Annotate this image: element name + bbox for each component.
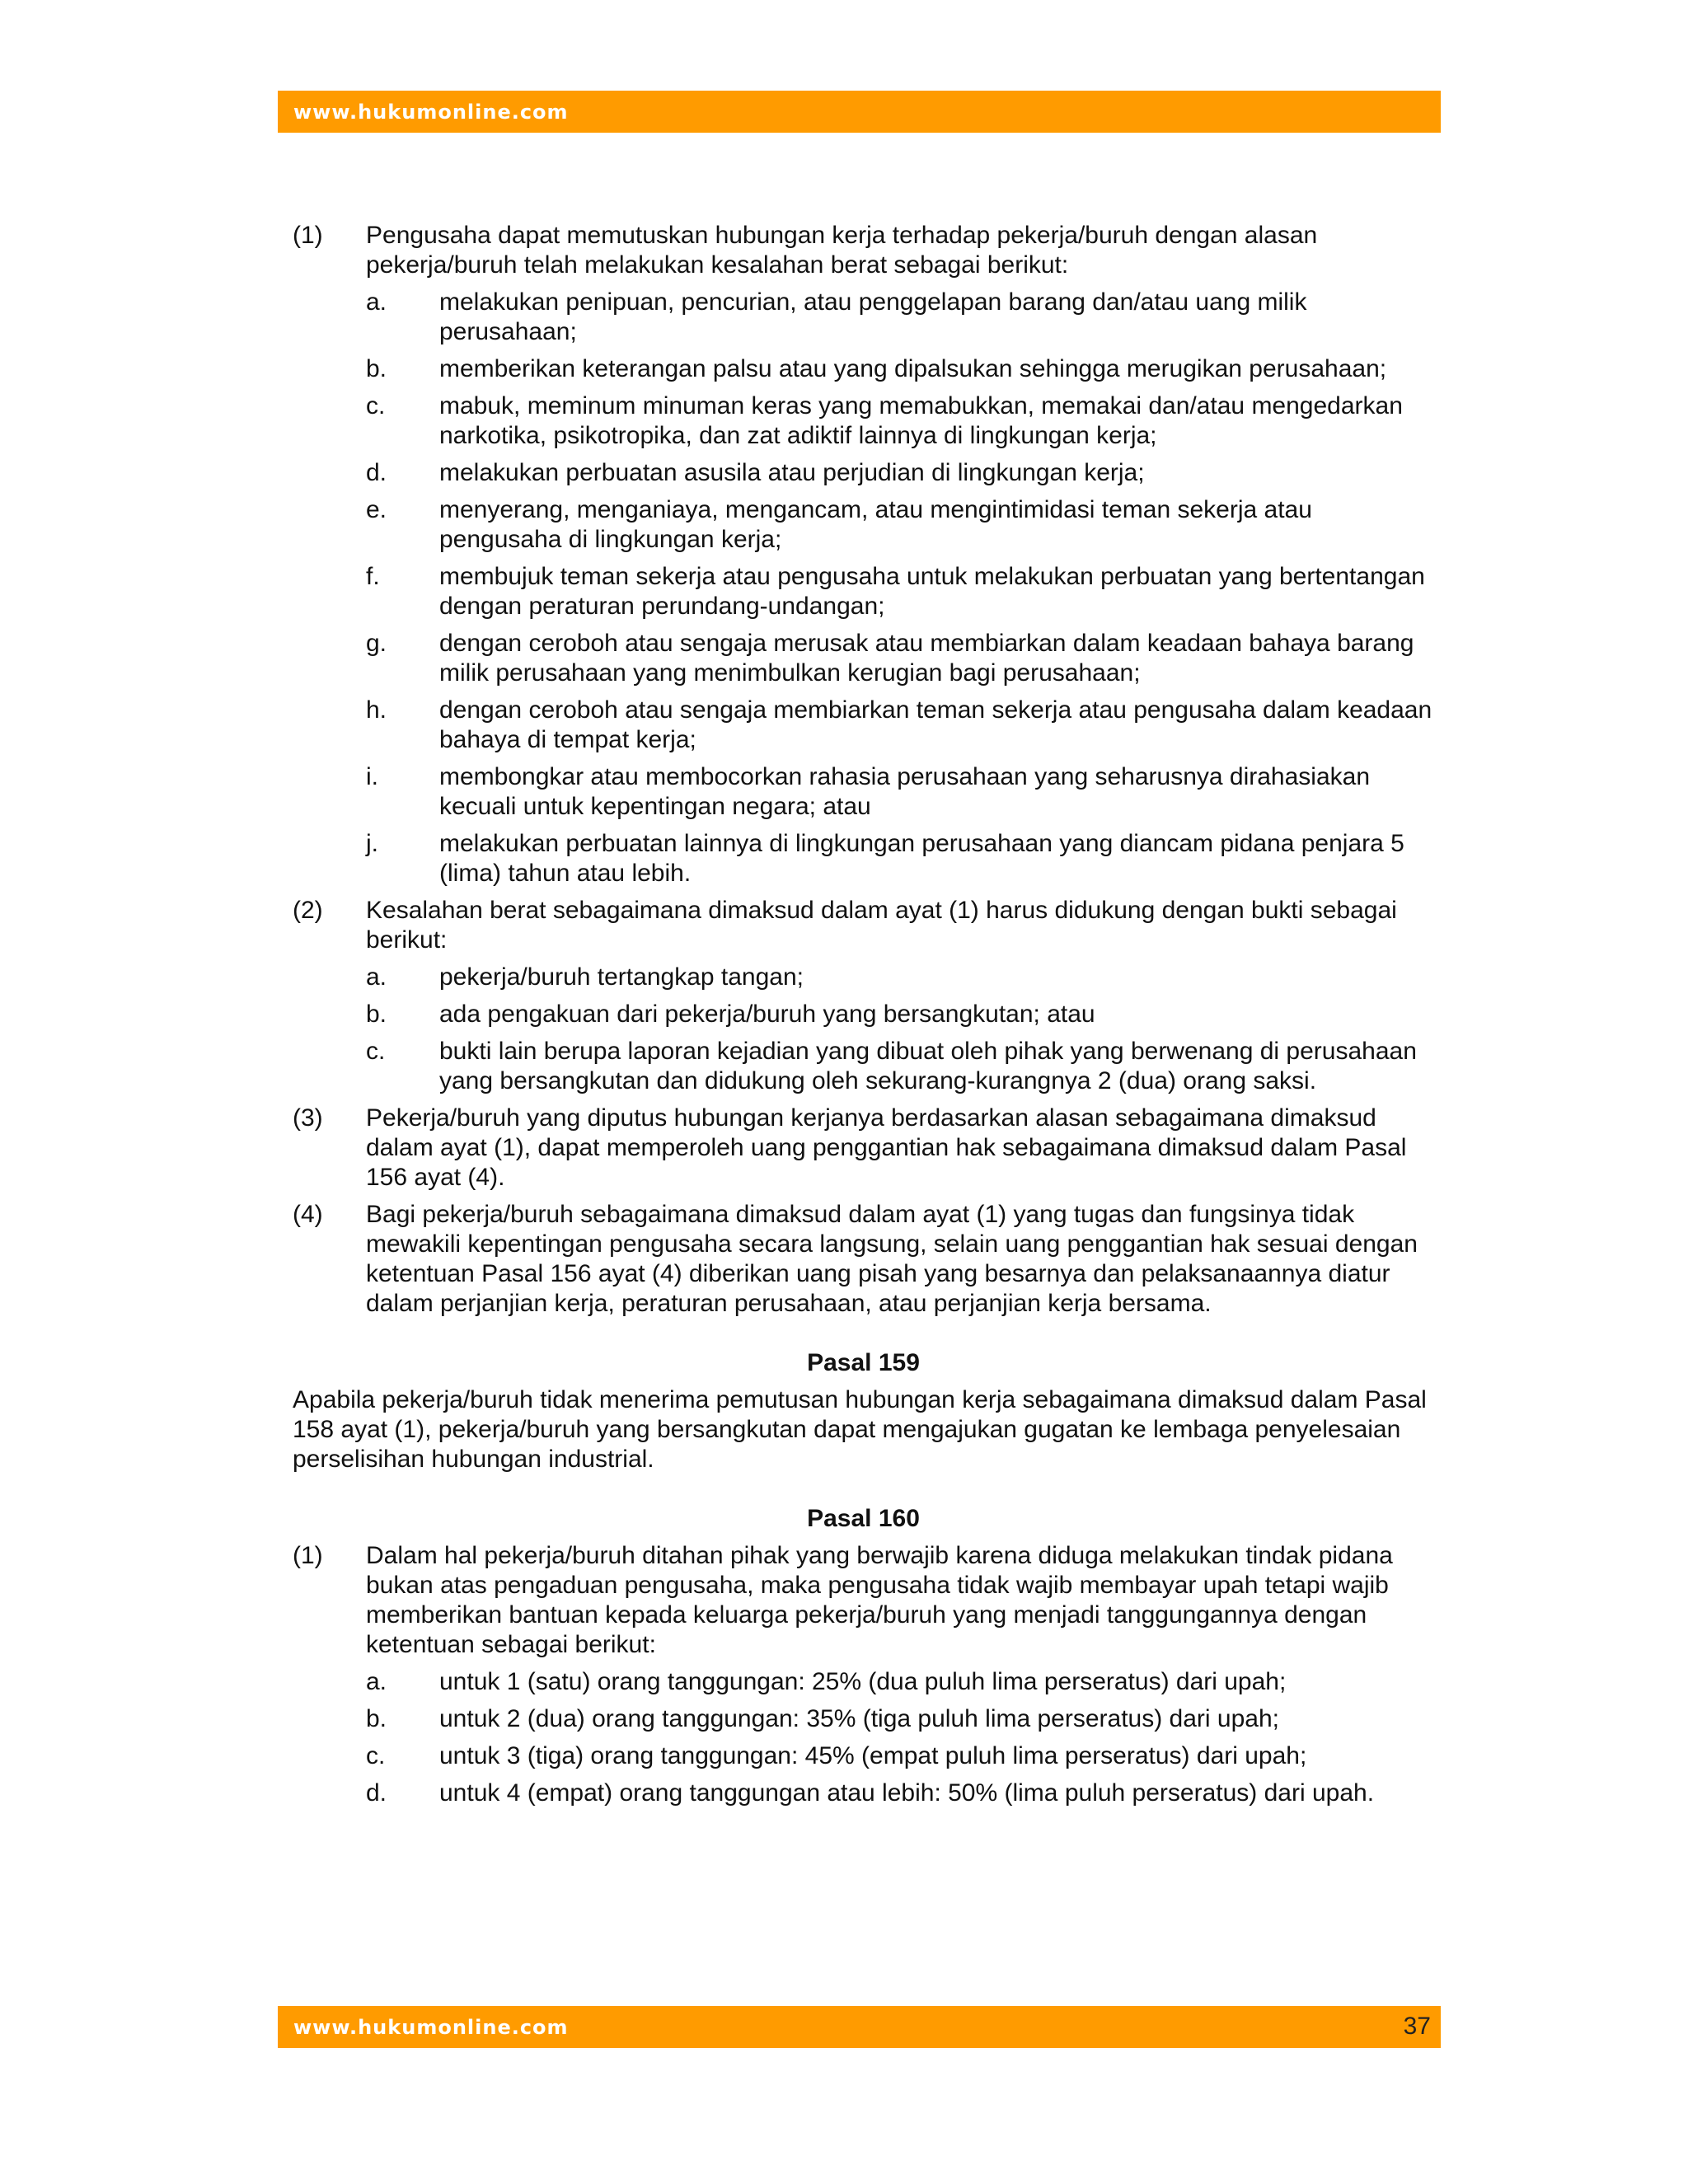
sub-item-text: melakukan perbuatan asusila atau perjudian di lingkungan kerja; [439,459,1145,486]
sub-item-text: ada pengakuan dari pekerja/buruh yang bersangkutan; atau [439,1001,1095,1028]
item-text: Pengusaha dapat memutuskan hubungan kerja terhadap pekerja/buruh dengan alasan pekerja/buruh telah melakukan kesalahan berat sebagai berikut: [366,222,1318,279]
item-text: Kesalahan berat sebagaimana dimaksud dalam ayat (1) harus didukung dengan bukti sebagai berikut: [366,897,1397,954]
sub-item-text: membongkar atau membocorkan rahasia perusahaan yang seharusnya dirahasiakan kecuali untuk kepentingan negara; atau [439,763,1371,820]
footer-bar [278,2006,1441,2048]
header-bar [278,91,1441,133]
sub-item-letter: a. [366,963,387,991]
item-number: (3) [293,1104,323,1132]
item-number: (1) [293,222,323,249]
sub-item-letter: a. [366,1668,387,1695]
item-text: Dalam hal pekerja/buruh ditahan pihak yang berwajib karena diduga melakukan tindak pidana bukan atas pengaduan pengusaha, maka pengusaha tidak wajib membayar upah tetapi wajib memberikan bantuan kepada keluarga pekerja/buruh yang menjadi tanggungannya dengan ketentuan sebagai berikut: [366,1542,1393,1658]
sub-item [366,1704,1434,1734]
sub-item-text: dengan ceroboh atau sengaja merusak atau membiarkan dalam keadaan bahaya barang milik perusahaan yang menimbulkan kerugian bagi perusahaan; [439,630,1414,687]
sub-item [366,629,1434,688]
page-number: 37 [1403,2013,1431,2040]
sub-item [366,1741,1434,1771]
sub-item-text: mabuk, meminum minuman keras yang memabukkan, memakai dan/atau mengedarkan narkotika, psikotropika, dan zat adiktif lainnya di lingkungan kerja; [439,392,1403,449]
sub-item-letter: j. [366,830,378,857]
item-row [293,896,1434,955]
header-url[interactable]: www.hukumonline.com [293,101,569,124]
sub-item-text: melakukan penipuan, pencurian, atau penggelapan barang dan/atau uang milik perusahaan; [439,288,1307,345]
item-number: (4) [293,1201,323,1228]
sub-item-letter: c. [366,1038,386,1065]
sub-item-letter: d. [366,459,387,486]
item-row [293,1104,1434,1193]
sub-item-letter: c. [366,392,386,419]
sub-item-letter: d. [366,1779,387,1807]
sub-item-letter: a. [366,288,387,316]
sub-item-letter: i. [366,763,378,790]
sub-item [366,562,1434,621]
pasal-160-title: Pasal 160 [807,1505,920,1532]
section-158-list [293,221,1434,1319]
sub-item [366,495,1434,555]
sub-item [366,762,1434,822]
sub-item-text: bukti lain berupa laporan kejadian yang dibuat oleh pihak yang berwenang di perusahaan yang bersangkutan dan didukung oleh sekurang-kurangnya 2 (dua) orang saksi. [439,1038,1417,1094]
sub-item-text: melakukan perbuatan lainnya di lingkungan perusahaan yang diancam pidana penjara 5 (lima) tahun atau lebih. [439,830,1404,887]
sub-item-text: pekerja/buruh tertangkap tangan; [439,963,804,991]
sub-item [366,1000,1434,1029]
item-text: Bagi pekerja/buruh sebagaimana dimaksud dalam ayat (1) yang tugas dan fungsinya tidak mewakili kepentingan pengusaha secara langsung, selain uang penggantian hak sesuai dengan ketentuan Pasal 156 ayat (4) diberikan uang pisah yang besarnya dan pelaksanaannya diatur dalam perjanjian kerja, peraturan perusahaan, atau perjanjian kerja bersama. [366,1201,1418,1317]
sub-item [366,963,1434,992]
sub-item-text: membujuk teman sekerja atau pengusaha untuk melakukan perbuatan yang bertentangan dengan peraturan perundang-undangan; [439,563,1425,620]
document-body [293,221,1434,1808]
sub-item-text: untuk 3 (tiga) orang tanggungan: 45% (empat puluh lima perseratus) dari upah; [439,1742,1307,1769]
sub-item [366,1667,1434,1697]
item-number: (2) [293,897,323,924]
sub-item-text: untuk 2 (dua) orang tanggungan: 35% (tiga puluh lima perseratus) dari upah; [439,1705,1279,1732]
sub-item-text: untuk 1 (satu) orang tanggungan: 25% (dua puluh lima perseratus) dari upah; [439,1668,1287,1695]
item-row [293,221,1434,280]
pasal-159-title: Pasal 159 [807,1349,920,1376]
sub-item-letter: h. [366,696,387,724]
sub-item [366,1779,1434,1808]
sub-item-text: menyerang, menganiaya, mengancam, atau mengintimidasi teman sekerja atau pengusaha di lingkungan kerja; [439,496,1312,553]
numbered-item [293,221,1434,888]
sub-item [366,458,1434,488]
sub-item-letter: e. [366,496,387,523]
numbered-item [293,896,1434,1096]
sub-item-text: untuk 4 (empat) orang tanggungan atau lebih: 50% (lima puluh perseratus) dari upah. [439,1779,1375,1807]
numbered-item [293,1541,1434,1808]
footer-url[interactable]: www.hukumonline.com [293,2016,569,2039]
sub-item-text: memberikan keterangan palsu atau yang dipalsukan sehingga merugikan perusahaan; [439,355,1387,382]
numbered-item [293,1200,1434,1319]
sub-item-letter: g. [366,630,387,657]
item-number: (1) [293,1542,323,1569]
sub-item [366,1037,1434,1096]
sub-item-letter: c. [366,1742,386,1769]
numbered-item [293,1104,1434,1193]
sub-item-letter: b. [366,1001,387,1028]
sub-item-letter: b. [366,1705,387,1732]
sub-item [366,829,1434,888]
section-160-list [293,1541,1434,1808]
sub-item-letter: b. [366,355,387,382]
sub-item-text: dengan ceroboh atau sengaja membiarkan teman sekerja atau pengusaha dalam keadaan bahaya di tempat kerja; [439,696,1432,753]
sub-item-letter: f. [366,563,380,590]
item-row [293,1200,1434,1319]
item-row [293,1541,1434,1660]
sub-item [366,696,1434,755]
item-text: Pekerja/buruh yang diputus hubungan kerjanya berdasarkan alasan sebagaimana dimaksud dalam ayat (1), dapat memperoleh uang penggantian hak sebagaimana dimaksud dalam Pasal 156 ayat (4). [366,1104,1407,1191]
pasal-159-text: Apabila pekerja/buruh tidak menerima pemutusan hubungan kerja sebagaimana dimaksud dalam Pasal 158 ayat (1), pekerja/buruh yang bersangkutan dapat mengajukan gugatan ke lembaga penyelesaian perselisihan hubungan industrial. [293,1386,1427,1473]
sub-item [366,354,1434,384]
sub-item [366,288,1434,347]
sub-item [366,391,1434,451]
